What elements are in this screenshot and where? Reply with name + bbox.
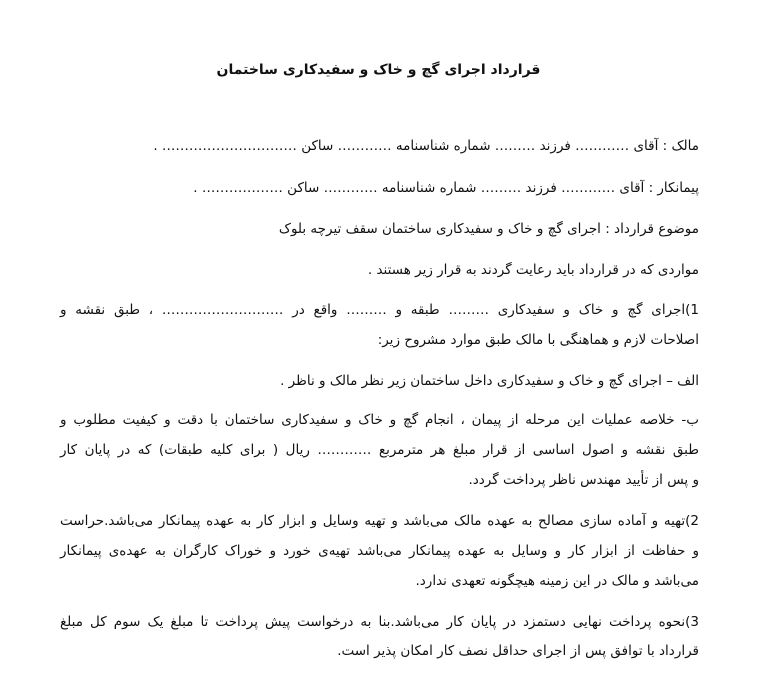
subject-line: موضوع قرارداد : اجرای گچ و خاک و سفیدکاری ساختمان سقف تیرچه بلوک <box>278 221 699 237</box>
clause-alef-line: الف – اجرای گچ و خاک و سفیدکاری داخل ساختمان زیر نظر مالک و ناظر . <box>280 373 699 389</box>
clause-be-line-2: طبق نقشه و اصول اساسی از قرار مبلغ هر مترمربع ………… ریال ( برای کلیه طبقات) که در پایان کار <box>60 442 699 458</box>
clause-be-line-1: ب- خلاصه عملیات این مرحله از پیمان ، انجام گچ و خاک و سفیدکاری ساختمان با دقت و کیفیت مطلوب و <box>60 412 699 428</box>
clause-3-line-1: 3)نحوه پرداخت نهایی دستمزد در پایان کار می‌باشد.بنا به درخواست پیش پرداخت تا مبلغ یک سوم کل مبلغ <box>60 614 699 630</box>
clause-be-line-3: و پس از تأیید مهندس ناظر پرداخت گردد. <box>468 472 699 488</box>
clause-2-line-3: می‌باشد و مالک در این زمینه هیچگونه تعهدی ندارد. <box>415 573 699 589</box>
contractor-line: پیمانکار : آقای ………… فرزند ……… شماره شناسنامه ………… ساکن ……………… . <box>193 180 699 196</box>
clause-2-line-1: 2)تهیه و آماده سازی مصالح به عهده مالک می‌باشد و تهیه وسایل و ابزار کار به عهده پیمانکار می‌باشد.حراست <box>60 513 699 529</box>
clause-1-line-2: اصلاحات لازم و هماهنگی با مالک طبق موارد مشروح زیر: <box>377 332 699 348</box>
clause-3-line-2: قرارداد با توافق پس از اجرای حداقل نصف کار امکان پذیر است. <box>337 643 699 659</box>
clause-2-line-2: و حفاظت از ابزار کار و وسایل به عهده پیمانکار می‌باشد تهیه‌ی خورد و خوراک کارگران به عهده‌ی پیمانکار <box>60 543 699 559</box>
clause-1-line-1: 1)اجرای گچ و خاک و سفیدکاری ……… طبقه و ……… واقع در ……………………… ، طبق نقشه و <box>60 302 699 318</box>
document-title: قرارداد اجرای گچ و خاک و سفیدکاری ساختمان <box>216 62 541 78</box>
conditions-intro-line: مواردی که در قرارداد باید رعایت گردند به قرار زیر هستند . <box>367 262 699 278</box>
owner-line: مالک : آقای ………… فرزند ……… شماره شناسنامه ………… ساکن ………………………… . <box>153 138 699 154</box>
